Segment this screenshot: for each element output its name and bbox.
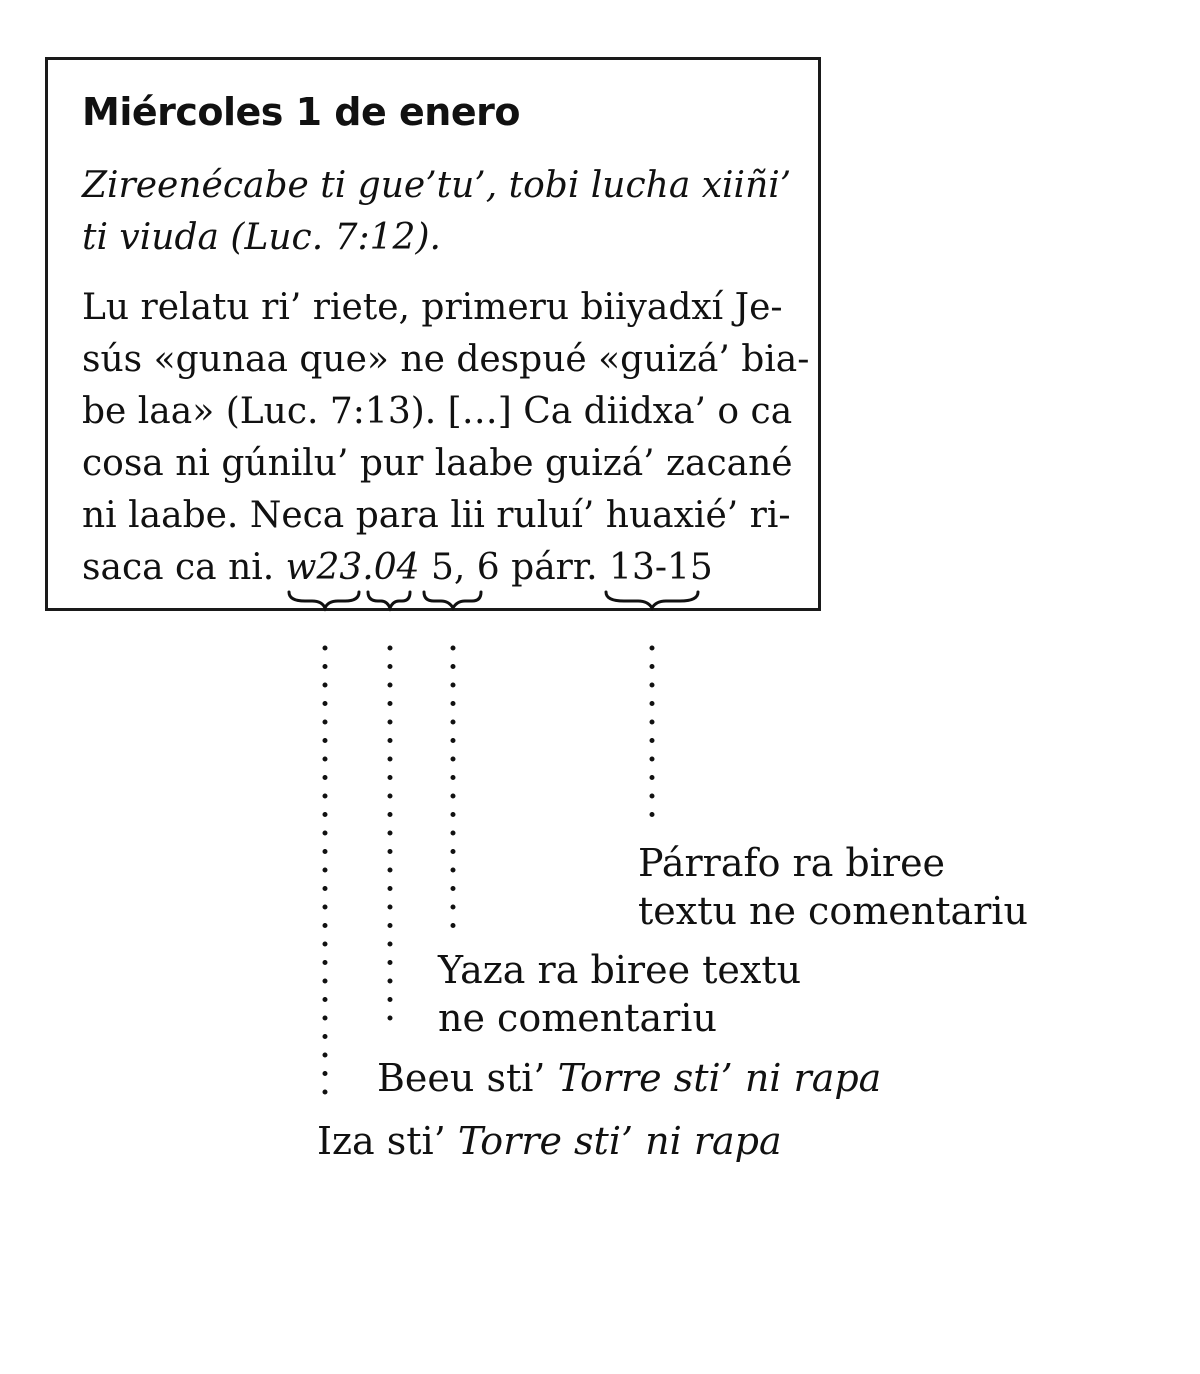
commentary-line: cosa ni gúnilu’ pur laabe guizá’ zacané — [82, 443, 793, 484]
label-year — [317, 1117, 782, 1165]
label-page-line: Yaza ra biree textu — [438, 948, 802, 992]
commentary-line: ni laabe. Neca para lii ruluí’ huaxié’ ri- — [82, 495, 791, 536]
ref-pages: 5, 6 — [431, 547, 500, 588]
label-page-line: ne comentariu — [438, 996, 717, 1040]
ref-publication: w23 — [285, 547, 363, 588]
last-line-prefix: saca ca ni. — [82, 547, 275, 588]
verse-line: ti viuda (Luc. 7:12). — [82, 217, 441, 258]
verse-line: Zireenécabe ti gue’tu’, tobi lucha xiiñi’ — [82, 165, 792, 206]
label-issue-publication: Torre sti’ ni rapa — [557, 1056, 882, 1100]
commentary-line: Lu relatu ri’ riete, primeru biiyadxí Je- — [82, 287, 783, 328]
date-heading: Miércoles 1 de enero — [82, 90, 520, 134]
label-issue-prefix: Beeu sti’ — [377, 1056, 546, 1100]
label-paragraph-line: Párrafo ra biree — [638, 841, 946, 885]
ref-separator: . — [362, 547, 374, 588]
ref-parr-word: párr. — [511, 547, 598, 588]
commentary-line: be laa» (Luc. 7:13). […] Ca diidxa’ o ca — [82, 391, 793, 432]
label-issue — [377, 1054, 881, 1102]
commentary-line: sús «gunaa que» ne despué «guizá’ bia- — [82, 339, 810, 380]
ref-paragraphs: 13-15 — [609, 547, 713, 588]
label-year-publication: Torre sti’ ni rapa — [457, 1119, 782, 1163]
ref-issue: 04 — [373, 547, 420, 588]
label-paragraph-line: textu ne comentariu — [638, 889, 1028, 933]
label-page — [438, 946, 801, 1042]
label-paragraph — [638, 839, 1028, 935]
label-year-prefix: Iza sti’ — [317, 1119, 446, 1163]
